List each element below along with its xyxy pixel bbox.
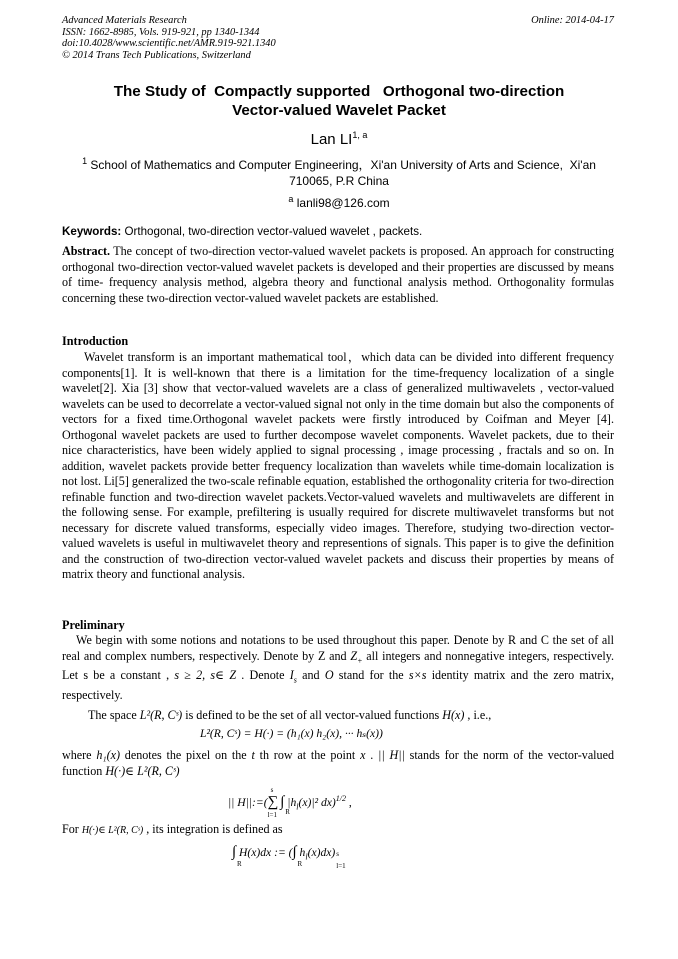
affiliation-line-1: School of Mathematics and Computer Engineering，Xi'an University of Arts and Science, Xi'an (87, 158, 596, 172)
equation-space-definition: L²(R, Cˢ) = H(·) = (h₁(x) h₂(x), ··· hₛ(x)) (200, 727, 383, 740)
email-sup: a (288, 194, 294, 204)
eq-limit-lower: l=1 (336, 862, 346, 870)
text-run: and (296, 668, 325, 683)
math-func: H(·)∈ L²(R, Cˢ) (81, 825, 144, 836)
math-z: Z (350, 648, 358, 663)
email-address: lanli98@126.com (293, 196, 390, 210)
math-sxs: s×s (408, 668, 427, 683)
eq-body-sub: l (296, 802, 299, 812)
text-run: The space (88, 708, 140, 722)
integral-domain: R (237, 860, 242, 868)
preliminary-paragraph-4 (62, 822, 614, 839)
integral-symbol-2: ∫ (292, 844, 297, 860)
sum-upper-limit: s (270, 786, 274, 794)
sum-lower-limit: l=1 (267, 811, 277, 819)
eq-body-2-sub: l (305, 852, 308, 862)
journal-name: Advanced Materials Research (62, 15, 187, 26)
math-norm: || H|| (378, 748, 405, 762)
text-run: stand for the (333, 668, 409, 683)
math-condition: s ≥ 2, s∈ Z (174, 668, 237, 683)
text-run: is defined to be the set of all vector-valued functions (182, 708, 443, 722)
eq-limit-upper: s (336, 850, 339, 858)
keywords (62, 224, 616, 239)
eq-lhs: || H||:=( (228, 796, 268, 809)
online-date: Online: 2014-04-17 (531, 15, 614, 26)
abstract (62, 244, 614, 306)
eq-body-2: h (296, 846, 306, 859)
text-run: For (62, 822, 82, 836)
math-x: x (360, 748, 366, 762)
title-line-1: The Study of Compactly supported Orthogonal two-direction (113, 83, 565, 100)
copyright: © 2014 Trans Tech Publications, Switzerland (62, 49, 251, 61)
affiliation-line-2: 710065, P.R China (289, 174, 389, 188)
introduction-text: Wavelet transform is an important mathematical tool，which data can be divided into different frequency components[1]. It is well-known that there is a limitation for the time-frequency localization of a single wavelet[2]. Xia [3] show that vector-valued wavelets are a class of generalized multiwavelets , vector-valued wavelets can be used to decorrelate a vector-valued signal not only in the time domain but also the components of vectors for a fixed time.Orthogonal wavelet packets were firstly introduced by Coifman and Meyer [4]. Orthogonal wavelet packets are used to further decompose wavelet components. Wavelet packets, due to their nice characteristics, have been widely applied to signal processing , image processing , fractals and so on. In addition, wavelet packets provide better frequency localization than wavelets while time-domain localization is not lost. Li[5] generalized the two-scale refinable equation, established the orthogonality criteria for two-direction refinable function and two-direction wavelet packets.Vector-valued wavelets and multiwavelets are different in the following sense. For example, prefiltering is usually required for discrete multiwavelet transforms but not necessary for discrete valued transforms, especially video images. Therefore, studying two-direction vector-valued wavelets is useful in multiwavelet theory and representions of signals. This paper is to give the definition and the construction of two-direction vector-valued wavelet packets and discuss their properties by means of matrix theory and functional analysis. (62, 350, 614, 581)
preliminary-paragraph-1 (62, 633, 614, 704)
equation-integration (232, 844, 346, 870)
text-run: th row at the point (254, 748, 361, 762)
math-zero: O (324, 668, 334, 683)
math-i-sub: s (293, 675, 297, 685)
issn: ISSN: 1662-8985, Vols. 919-921, pp 1340-1344 (62, 26, 260, 38)
text-run: . Denote (236, 668, 290, 683)
math-i: I (289, 668, 294, 683)
keywords-text: Orthogonal, two-direction vector-valued wavelet , packets. (121, 225, 423, 238)
journal-header (62, 15, 276, 61)
sum-symbol: ∑ (267, 794, 279, 810)
author (62, 131, 616, 149)
preliminary-paragraph-2 (88, 708, 614, 724)
math-z-sub: + (357, 655, 363, 665)
math-func: H(·)∈ L²(R, Cˢ) (105, 763, 180, 778)
integral-domain-2: R (297, 860, 303, 868)
doi: doi:10.4028/www.scientific.net/AMR.919-921.1340 (62, 38, 276, 50)
text-run: denotes the pixel on the (120, 748, 252, 762)
preliminary-paragraph-3 (62, 748, 614, 779)
math-space: L²(R, Cˢ) (139, 708, 183, 722)
keywords-label: Keywords: (62, 225, 122, 238)
affiliation (62, 157, 616, 189)
preliminary-heading: Preliminary (62, 618, 125, 632)
eq-body-3: (x)dx) (307, 846, 336, 859)
text-run: identity matrix and the zero matrix, respectively. (62, 668, 615, 703)
math-hx: H(x) (442, 708, 465, 722)
integral-symbol: ∫ (280, 794, 285, 810)
math-z-plus (350, 649, 362, 663)
text-run: all integers and nonnegative integers, respectively. Let s be a constant , (62, 648, 614, 683)
integral-symbol: ∫ (232, 844, 237, 860)
author-sup: 1, a (352, 130, 368, 140)
author-name: Lan LI (310, 131, 353, 148)
math-t: t (251, 748, 255, 762)
abstract-text: The concept of two-direction vector-valued wavelet packets is proposed. An approach for constructing orthogonal two-direction vector-valued wavelet packets is developed and their properties are discussed by means of time- frequency analysis method, algebra theory and functional analysis method. Orthogonality formulas concerning these two-direction vector-valued wavelet packets are established. (62, 244, 614, 305)
eq-tail: , (345, 796, 352, 809)
paper-title (62, 82, 616, 120)
equation-norm (228, 786, 352, 819)
title-line-2: Vector-valued Wavelet Packet (232, 102, 446, 119)
eq-body: H(x)dx := ( (236, 846, 293, 859)
text-run: , i.e., (464, 708, 492, 722)
eq-body: |h (284, 796, 297, 809)
math-hl: h₁(x) (96, 748, 121, 762)
email (62, 195, 616, 211)
text-run: where (62, 748, 97, 762)
eq-exponent: 1/2 (335, 794, 346, 804)
text-run: , its integration is defined as (143, 822, 283, 836)
affiliation-sup: 1 (82, 156, 88, 166)
integral-domain: R (285, 808, 290, 816)
text-run: . (365, 748, 379, 762)
abstract-label: Abstract. (62, 244, 111, 258)
math-identity (289, 668, 297, 685)
eq-body-2: (x)|² dx) (298, 796, 336, 809)
introduction-heading: Introduction (62, 334, 129, 348)
text-run: stands for the norm of the vector-valued function (62, 748, 615, 778)
text-run: We begin with some notions and notations to be used throughout this paper. Denote by R and C the set of all real and complex numbers, respectively. Denote by Z and (62, 633, 614, 663)
